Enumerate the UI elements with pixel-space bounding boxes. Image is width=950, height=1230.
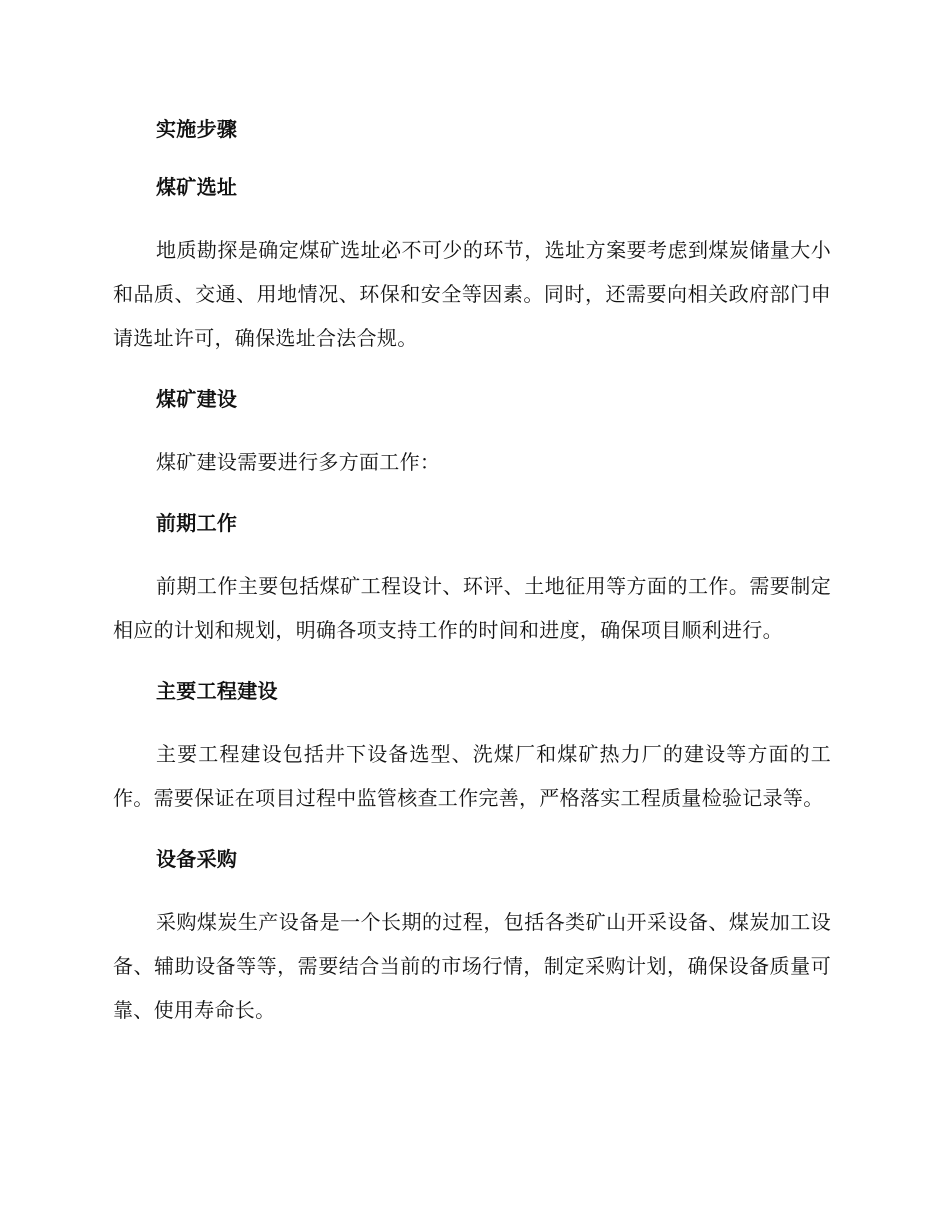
subsection-heading-equipment-procurement: 设备采购 [156,847,238,871]
paragraph-mine-construction-intro: 煤矿建设需要进行多方面工作： [156,450,441,474]
subsection-heading-site-selection: 煤矿选址 [156,175,238,199]
paragraph-equipment-procurement: 采购煤炭生产设备是一个长期的过程，包括各类矿山开采设备、煤炭加工设备、辅助设备等等，需要结合当前的市场行情，制定采购计划，确保设备质量可靠、使用寿命长。 [113,910,831,1022]
subsection-heading-main-engineering: 主要工程建设 [156,679,278,703]
paragraph-site-selection: 地质勘探是确定煤矿选址必不可少的环节，选址方案要考虑到煤炭储量大小和品质、交通、用地情况、环保和安全等因素。同时，还需要向相关政府部门申请选址许可，确保选址合法合规。 [113,238,831,350]
paragraph-main-engineering: 主要工程建设包括井下设备选型、洗煤厂和煤矿热力厂的建设等方面的工作。需要保证在项目过程中监管核查工作完善，严格落实工程质量检验记录等。 [113,742,831,810]
document-body [113,112,831,1032]
subsection-heading-preliminary-work: 前期工作 [156,511,238,535]
subsection-heading-mine-construction: 煤矿建设 [156,387,238,411]
section-heading-implementation-steps: 实施步骤 [156,117,238,141]
paragraph-preliminary-work: 前期工作主要包括煤矿工程设计、环评、土地征用等方面的工作。需要制定相应的计划和规划，明确各项支持工作的时间和进度，确保项目顺利进行。 [113,574,831,642]
